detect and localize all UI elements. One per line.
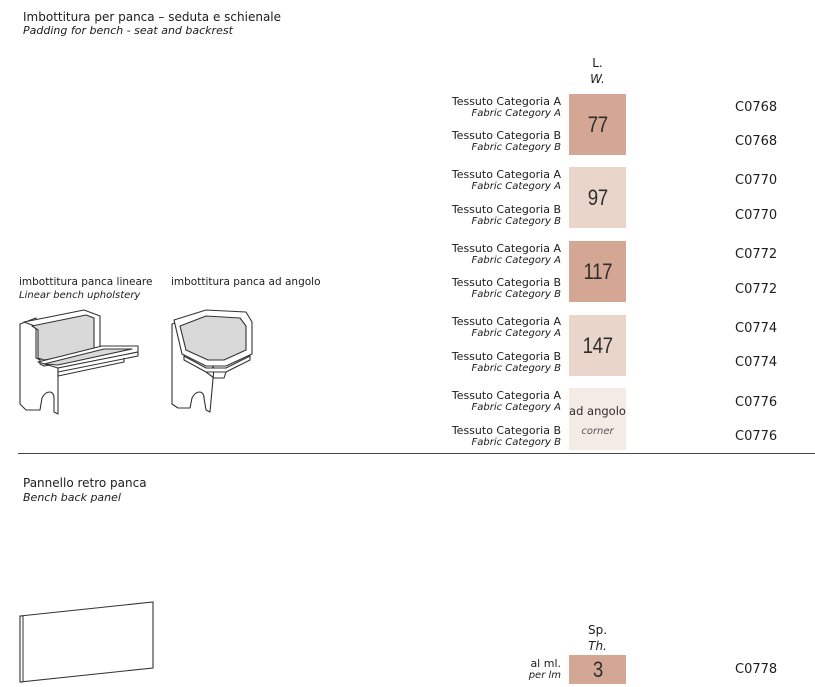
fabric-a-en: Fabric Category A xyxy=(471,108,561,119)
column-header-thickness xyxy=(569,622,626,654)
product-code: C0774 xyxy=(735,355,778,370)
product-code: C0768 xyxy=(735,100,778,115)
fabric-b-en: Fabric Category B xyxy=(471,216,561,227)
thickness-box xyxy=(569,655,626,684)
fabric-label-a xyxy=(452,95,561,120)
section-title-back-panel: Pannello retro panca xyxy=(23,476,147,490)
fabric-label-b xyxy=(452,350,561,375)
fabric-label-a xyxy=(452,389,561,414)
size-box-117 xyxy=(569,241,626,302)
fabric-a-it: Tessuto Categoria A xyxy=(451,95,561,108)
section-divider xyxy=(18,453,815,454)
fabric-a-it: Tessuto Categoria A xyxy=(451,315,561,328)
column-header-width xyxy=(569,55,626,87)
size-value: 77 xyxy=(587,111,608,137)
fabric-label-b xyxy=(452,129,561,154)
fabric-label-b xyxy=(452,203,561,228)
fabric-b-en: Fabric Category B xyxy=(471,437,561,448)
product-code: C0776 xyxy=(735,429,778,444)
linear-bench-illustration xyxy=(14,306,144,416)
fabric-label-a xyxy=(452,168,561,193)
product-code: C0772 xyxy=(735,282,778,297)
fabric-a-en: Fabric Category A xyxy=(471,181,561,192)
fabric-a-it: Tessuto Categoria A xyxy=(451,242,561,255)
corner-label-it: ad angolo xyxy=(569,404,626,418)
column-label-en: W. xyxy=(590,72,605,86)
corner-label-en: corner xyxy=(581,426,614,437)
corner-bench-illustration xyxy=(166,306,266,416)
product-code: C0776 xyxy=(735,395,778,410)
column-label-it: L. xyxy=(592,56,603,70)
fabric-a-en: Fabric Category A xyxy=(471,328,561,339)
section-title-padding: Imbottitura per panca – seduta e schienale xyxy=(23,10,282,24)
product-code: C0778 xyxy=(735,662,778,677)
fabric-a-it: Tessuto Categoria A xyxy=(451,168,561,181)
fabric-b-en: Fabric Category B xyxy=(471,363,561,374)
product-code: C0770 xyxy=(735,173,778,188)
unit-en: per lm xyxy=(528,670,561,681)
fabric-b-it: Tessuto Categoria B xyxy=(451,203,561,216)
fabric-b-it: Tessuto Categoria B xyxy=(451,276,561,289)
column-label-en: Th. xyxy=(588,639,607,653)
size-box-corner xyxy=(569,388,626,450)
column-label-it: Sp. xyxy=(587,623,608,637)
corner-bench-caption: imbottitura panca ad angolo xyxy=(171,276,321,288)
fabric-label-a xyxy=(452,315,561,340)
fabric-a-en: Fabric Category A xyxy=(471,255,561,266)
fabric-label-a xyxy=(452,242,561,267)
fabric-b-en: Fabric Category B xyxy=(471,142,561,153)
size-box-77 xyxy=(569,94,626,155)
size-value: 147 xyxy=(582,332,613,358)
size-value: 117 xyxy=(583,258,612,284)
fabric-label-b xyxy=(452,424,561,449)
unit-label xyxy=(529,657,561,682)
section-subtitle-padding: Padding for bench - seat and backrest xyxy=(23,24,233,37)
fabric-b-it: Tessuto Categoria B xyxy=(451,129,561,142)
fabric-b-it: Tessuto Categoria B xyxy=(451,424,561,437)
fabric-b-it: Tessuto Categoria B xyxy=(451,350,561,363)
linear-bench-caption: imbottitura panca lineare xyxy=(19,276,153,288)
size-box-147 xyxy=(569,315,626,376)
product-code: C0770 xyxy=(735,208,778,223)
product-code: C0774 xyxy=(735,321,778,336)
section-subtitle-back-panel: Bench back panel xyxy=(23,491,121,504)
fabric-a-en: Fabric Category A xyxy=(471,402,561,413)
unit-it: al ml. xyxy=(530,657,561,670)
product-code: C0768 xyxy=(735,134,778,149)
thickness-value: 3 xyxy=(592,656,603,682)
fabric-b-en: Fabric Category B xyxy=(471,289,561,300)
fabric-label-b xyxy=(452,276,561,301)
size-value: 97 xyxy=(587,184,608,210)
linear-bench-subcaption: Linear bench upholstery xyxy=(19,290,141,301)
fabric-a-it: Tessuto Categoria A xyxy=(451,389,561,402)
size-box-97 xyxy=(569,167,626,228)
back-panel-illustration xyxy=(18,598,158,684)
product-code: C0772 xyxy=(735,247,778,262)
